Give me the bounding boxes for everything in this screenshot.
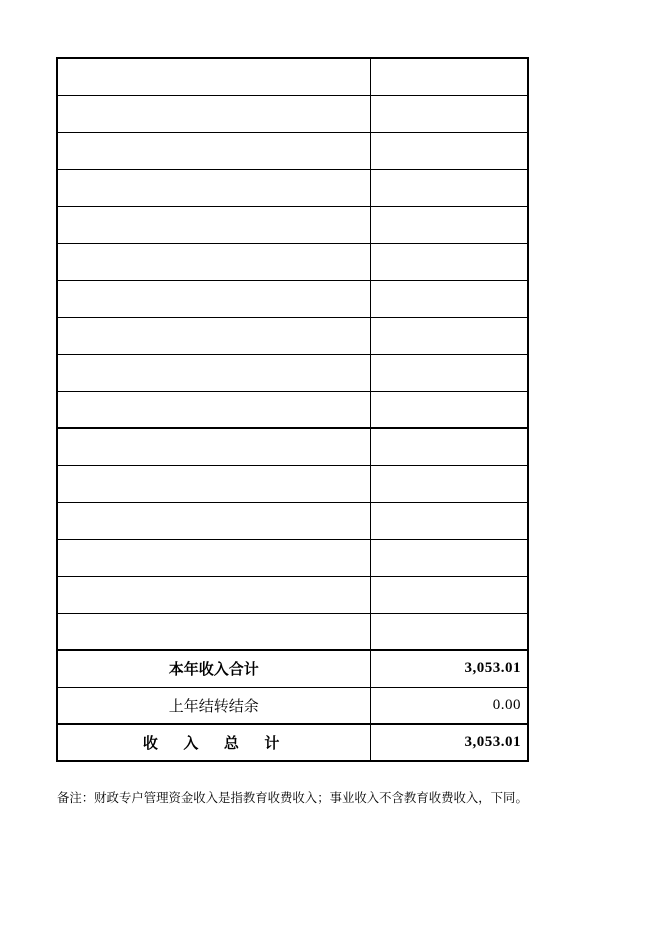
blank-item-cell: [57, 465, 370, 502]
blank-row: [57, 576, 528, 613]
blank-item-cell: [57, 576, 370, 613]
blank-amount-cell: [370, 539, 528, 576]
total-current-year-row: [57, 650, 528, 687]
blank-row: [57, 613, 528, 650]
blank-amount-cell: [370, 169, 528, 206]
blank-item-cell: [57, 428, 370, 465]
blank-amount-cell: [370, 576, 528, 613]
blank-amount-cell: [370, 280, 528, 317]
blank-row: [57, 317, 528, 354]
grand-total-row: [57, 724, 528, 761]
blank-amount-cell: [370, 613, 528, 650]
blank-row: [57, 95, 528, 132]
blank-amount-cell: [370, 317, 528, 354]
blank-amount-cell: [370, 206, 528, 243]
blank-row: [57, 169, 528, 206]
blank-item-cell: [57, 613, 370, 650]
blank-item-cell: [57, 280, 370, 317]
income-table-body: [57, 58, 528, 761]
blank-item-cell: [57, 58, 370, 95]
blank-row: [57, 280, 528, 317]
blank-row: [57, 58, 528, 95]
carryover-label: 上年结转结余: [57, 687, 370, 724]
blank-item-cell: [57, 354, 370, 391]
total-current-year-label: 本年收入合计: [57, 650, 370, 687]
blank-item-cell: [57, 391, 370, 428]
blank-item-cell: [57, 132, 370, 169]
blank-amount-cell: [370, 354, 528, 391]
blank-item-cell: [57, 243, 370, 280]
grand-total-label: 收 入 总 计: [57, 724, 370, 761]
blank-item-cell: [57, 502, 370, 539]
grand-total-amount: 3,053.01: [370, 724, 528, 761]
blank-item-cell: [57, 317, 370, 354]
blank-row: [57, 391, 528, 428]
blank-amount-cell: [370, 58, 528, 95]
blank-row: [57, 502, 528, 539]
blank-row: [57, 465, 528, 502]
blank-item-cell: [57, 169, 370, 206]
blank-item-cell: [57, 206, 370, 243]
total-current-year-amount: 3,053.01: [370, 650, 528, 687]
blank-amount-cell: [370, 428, 528, 465]
blank-row: [57, 206, 528, 243]
blank-amount-cell: [370, 391, 528, 428]
carryover-row: [57, 687, 528, 724]
blank-item-cell: [57, 95, 370, 132]
blank-row: [57, 132, 528, 169]
blank-row: [57, 243, 528, 280]
blank-amount-cell: [370, 502, 528, 539]
footnote: 备注：财政专户管理资金收入是指教育收费收入；事业收入不含教育收费收入，下同。: [57, 791, 528, 805]
blank-amount-cell: [370, 132, 528, 169]
carryover-amount: 0.00: [370, 687, 528, 724]
blank-amount-cell: [370, 465, 528, 502]
blank-amount-cell: [370, 95, 528, 132]
blank-item-cell: [57, 539, 370, 576]
blank-row: [57, 428, 528, 465]
blank-row: [57, 539, 528, 576]
blank-row: [57, 354, 528, 391]
income-table: [56, 57, 529, 762]
blank-amount-cell: [370, 243, 528, 280]
